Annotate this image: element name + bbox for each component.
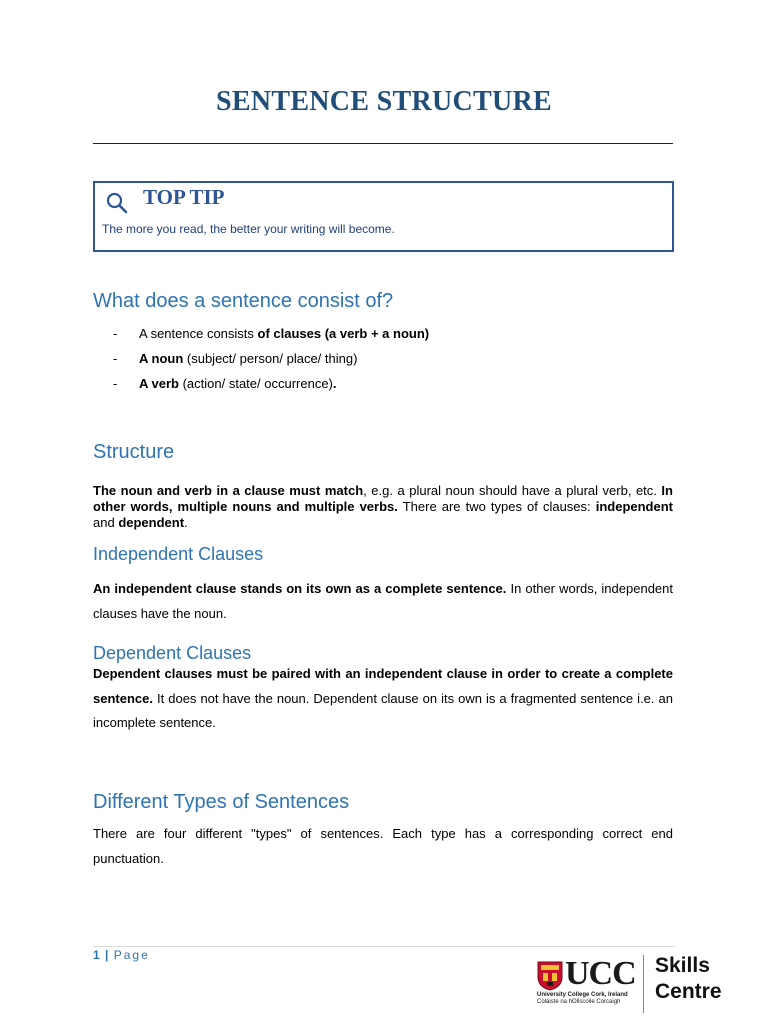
- centre-word: Centre: [655, 980, 722, 1003]
- list-item: [113, 325, 673, 350]
- bullet-dash: -: [113, 351, 118, 366]
- magnifier-icon: [105, 191, 129, 215]
- page-separator: |: [105, 948, 109, 962]
- list-item: [113, 375, 673, 400]
- bullet-dash: -: [113, 326, 118, 341]
- section-heading-structure: Structure: [93, 441, 175, 463]
- bullet-bold: A verb: [139, 376, 179, 391]
- bullet-end-bold: .: [332, 376, 337, 391]
- skills-centre-text: [655, 953, 722, 1005]
- structure-bold-2: In other words, multiple nouns and multiple verbs.: [93, 483, 673, 514]
- bullet-dash: -: [113, 376, 118, 391]
- structure-text-1: , e.g. a plural noun should have a plural verb, etc.: [363, 483, 662, 498]
- section-heading-consist: What does a sentence consist of?: [93, 290, 394, 312]
- ucc-crest-icon: [537, 961, 563, 991]
- structure-bold-1: The noun and verb in a clause must match: [93, 483, 364, 498]
- structure-dependent: dependent: [118, 515, 185, 530]
- title-underline: [93, 143, 673, 144]
- ucc-subtitle-irish: Coláiste na hOllscoile Corcaigh: [537, 999, 621, 1005]
- ucc-logo-text: UCC: [565, 955, 636, 992]
- bullet-plain: (action/ state/ occurrence): [178, 376, 333, 391]
- bullet-text: [139, 325, 429, 343]
- dependent-paragraph: [93, 662, 673, 736]
- list-item: [113, 350, 673, 375]
- independent-text: In other words, independent clauses have the noun.: [93, 581, 673, 621]
- footer-divider: [93, 946, 675, 947]
- page-label: Page: [113, 948, 150, 962]
- top-tip-box: [93, 181, 674, 252]
- independent-bold: An independent clause stands on its own as a complete sentence.: [93, 581, 507, 596]
- dependent-bold: Dependent clauses must be paired with an independent clause in order to create a complete sentence.: [93, 666, 673, 706]
- logo-divider: [643, 955, 644, 1013]
- types-paragraph: There are four different "types" of sentences. Each type has a corresponding correct end punctuation.: [93, 826, 673, 866]
- dependent-text: It does not have the noun. Dependent clause on its own is a fragmented sentence i.e. an incomplete sentence.: [93, 690, 673, 730]
- structure-and: and: [93, 515, 119, 530]
- structure-period: .: [184, 515, 188, 530]
- independent-paragraph: [93, 577, 673, 626]
- structure-independent: independent: [595, 499, 673, 514]
- section-heading-dependent: Dependent Clauses: [93, 643, 252, 663]
- section-heading-independent: Independent Clauses: [93, 544, 264, 564]
- bullet-plain: (subject/ person/ place/ thing): [183, 351, 358, 366]
- tip-title: TOP TIP: [143, 185, 225, 209]
- consist-bullet-list: [113, 325, 673, 400]
- ucc-subtitle-english: University College Cork, Ireland: [537, 992, 628, 998]
- bullet-bold: A noun: [139, 351, 184, 366]
- skills-word: Skills: [655, 954, 710, 977]
- page-number-value: 1: [93, 948, 100, 962]
- structure-paragraph: [93, 483, 673, 531]
- page-title: SENTENCE STRUCTURE: [215, 86, 553, 117]
- ucc-skills-centre-logo: [537, 955, 737, 1010]
- bullet-text: [139, 350, 357, 368]
- structure-text-2: There are two types of clauses:: [397, 499, 596, 514]
- bullet-bold: of clauses (a verb + a noun): [257, 326, 430, 341]
- page-number: [93, 948, 150, 962]
- bullet-text: [139, 375, 337, 393]
- bullet-plain: A sentence consists: [139, 326, 258, 341]
- tip-text: The more you read, the better your writing will become.: [102, 222, 395, 236]
- section-heading-types: Different Types of Sentences: [93, 791, 350, 813]
